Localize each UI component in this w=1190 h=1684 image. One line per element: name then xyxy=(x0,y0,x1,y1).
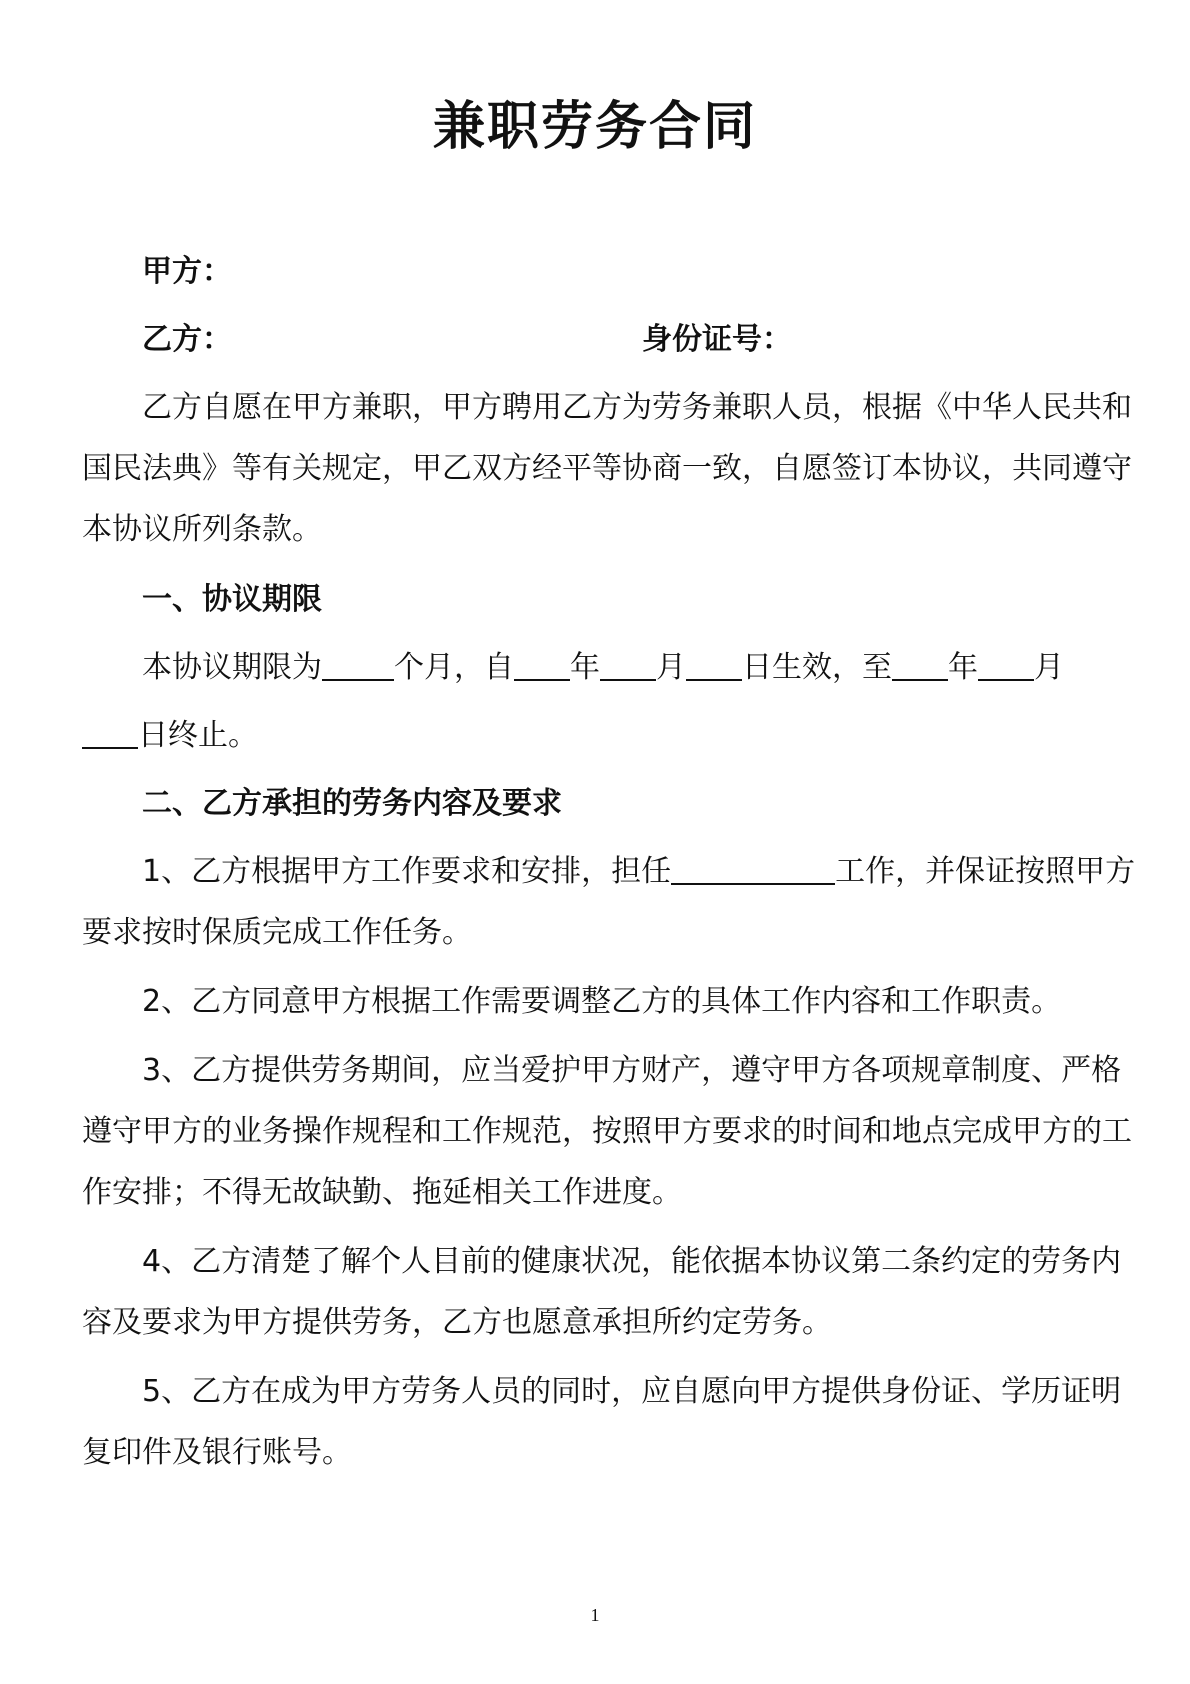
term-text-7: 月 xyxy=(1034,650,1064,685)
item-5-line-1: 5、乙方在成为甲方劳务人员的同时，应自愿向甲方提供身份证、学历证明 xyxy=(142,1374,1122,1409)
item-1-text-b: 工作，并保证按照甲方 xyxy=(835,854,1136,889)
page-number: 1 xyxy=(590,1605,600,1625)
term-text-2: 个月，自 xyxy=(394,650,514,685)
term-text-3: 年 xyxy=(570,650,600,685)
party-b-row xyxy=(142,320,1122,360)
party-b-label: 乙方： xyxy=(142,322,232,357)
item-3-line-2: 遵守甲方的业务操作规程和工作规范，按照甲方要求的时间和地点完成甲方的工 xyxy=(82,1114,1132,1149)
term-text-6: 年 xyxy=(948,650,978,685)
term-clause-line-1 xyxy=(142,648,1122,688)
end-month-blank xyxy=(978,649,1034,681)
item-1-text-a: 1、乙方根据甲方工作要求和安排，担任 xyxy=(142,854,672,889)
term-text-4: 月 xyxy=(656,650,686,685)
item-1-line-1 xyxy=(142,852,1136,892)
start-year-blank xyxy=(514,649,570,681)
position-blank xyxy=(671,853,835,885)
term-clause-line-2 xyxy=(82,716,1122,756)
item-2-line-1: 2、乙方同意甲方根据工作需要调整乙方的具体工作内容和工作职责。 xyxy=(142,984,1062,1019)
term-text-8: 日终止。 xyxy=(138,718,258,753)
intro-line-1: 乙方自愿在甲方兼职，甲方聘用乙方为劳务兼职人员，根据《中华人民共和 xyxy=(142,390,1132,425)
document-title: 兼职劳务合同 xyxy=(432,97,757,157)
section-1-heading: 一、协议期限 xyxy=(142,582,322,617)
end-day-blank xyxy=(82,717,138,749)
item-4-line-1: 4、乙方清楚了解个人目前的健康状况，能依据本协议第二条约定的劳务内 xyxy=(142,1244,1122,1279)
item-1-line-2: 要求按时保质完成工作任务。 xyxy=(82,915,472,950)
party-a-label: 甲方： xyxy=(142,254,232,289)
item-3-line-1: 3、乙方提供劳务期间，应当爱护甲方财产，遵守甲方各项规章制度、严格 xyxy=(142,1053,1122,1088)
id-number-label: 身份证号： xyxy=(642,322,792,357)
end-year-blank xyxy=(892,649,948,681)
intro-line-2: 国民法典》等有关规定，甲乙双方经平等协商一致，自愿签订本协议，共同遵守 xyxy=(82,451,1132,486)
intro-line-3: 本协议所列条款。 xyxy=(82,512,322,547)
start-month-blank xyxy=(600,649,656,681)
term-text-5: 日生效，至 xyxy=(742,650,892,685)
months-blank xyxy=(322,649,394,681)
item-5-line-2: 复印件及银行账号。 xyxy=(82,1435,352,1470)
item-3-line-3: 作安排；不得无故缺勤、拖延相关工作进度。 xyxy=(82,1175,682,1210)
section-2-heading: 二、乙方承担的劳务内容及要求 xyxy=(142,786,562,821)
start-day-blank xyxy=(686,649,742,681)
term-text-1: 本协议期限为 xyxy=(142,650,322,685)
item-4-line-2: 容及要求为甲方提供劳务，乙方也愿意承担所约定劳务。 xyxy=(82,1305,832,1340)
